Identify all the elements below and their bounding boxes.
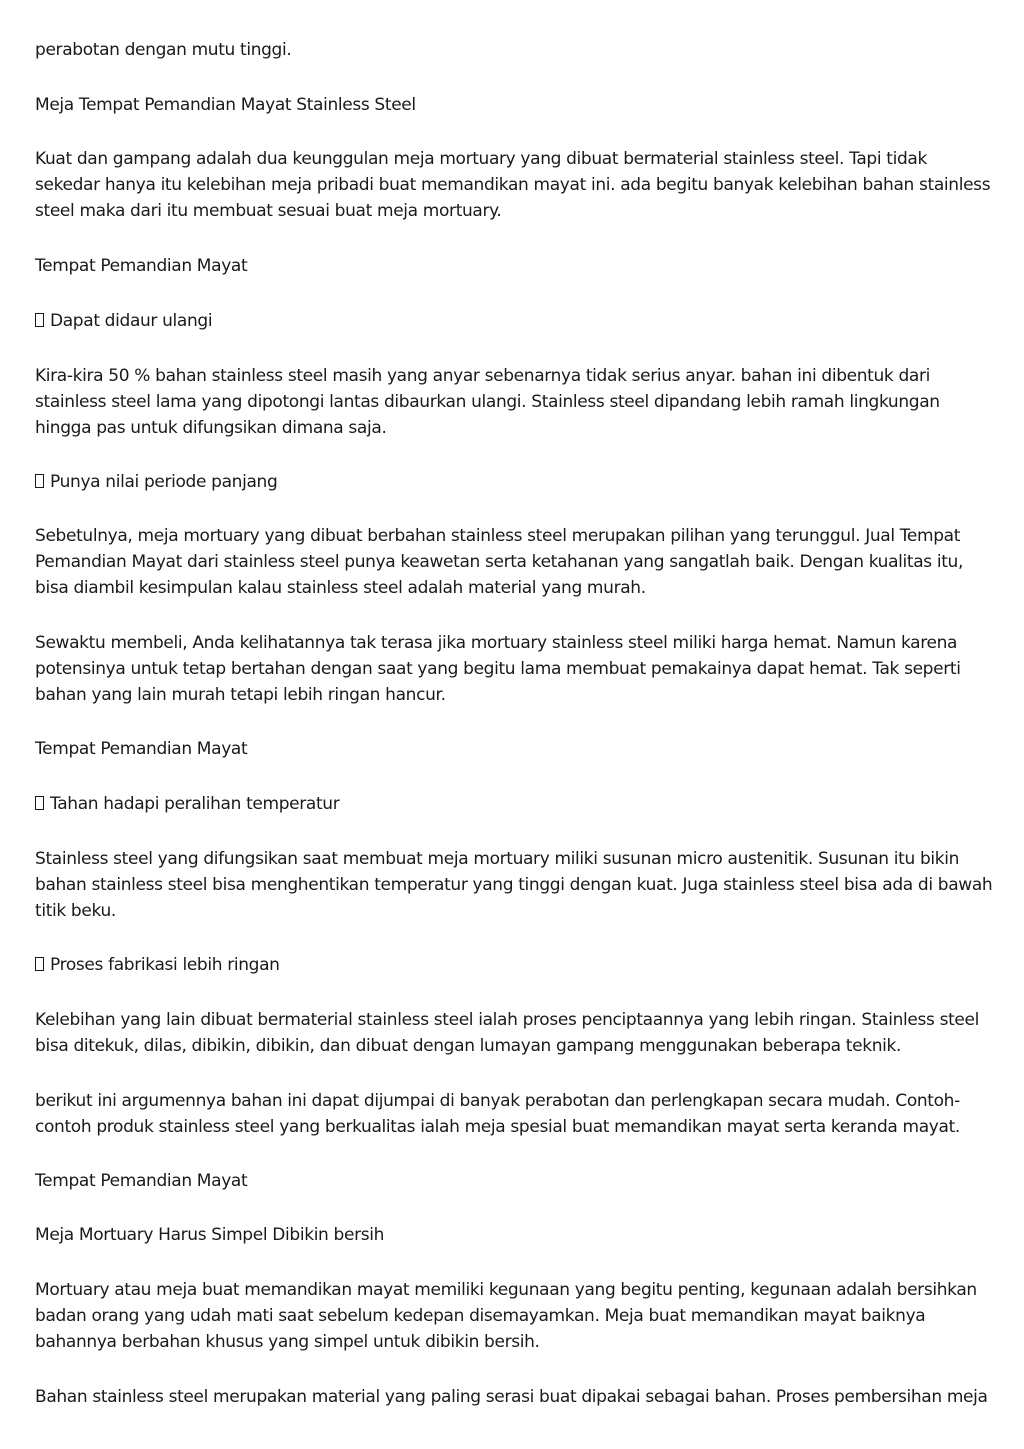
paragraph: Kira-kira 50 % bahan stainless steel masih yang anyar sebenarnya tidak serius anyar. bahan ini dibentuk dari stainless steel lama yang dipotongi lantas dibaurkan ulangi. Stainless steel dipandang lebih ramah lingkungan hingga pas untuk difungsikan dimana saja.	[35, 366, 940, 438]
missing-glyph-box-icon	[35, 474, 44, 488]
paragraph-heading: Tempat Pemandian Mayat	[35, 739, 248, 759]
paragraph: Kuat dan gampang adalah dua keunggulan meja mortuary yang dibuat bermaterial stainless steel. Tapi tidak sekedar hanya itu kelebihan meja pribadi buat memandikan mayat ini. ada begitu banyak kelebihan bahan stainless steel maka dari itu membuat sesuai buat meja mortuary.	[35, 149, 991, 221]
bullet-text: Punya nilai periode panjang	[50, 472, 278, 492]
paragraph: Mortuary atau meja buat memandikan mayat memiliki kegunaan yang begitu penting, kegunaan adalah bersihkan badan orang yang udah mati saat sebelum kedepan disemayamkan. Meja buat memandikan mayat baiknya bahannya berbahan khusus yang simpel untuk dibikin bersih.	[35, 1280, 977, 1352]
bullet-item	[35, 952, 995, 978]
bullet-item	[35, 308, 995, 334]
paragraph: Stainless steel yang difungsikan saat membuat meja mortuary miliki susunan micro austenitik. Susunan itu bikin bahan stainless steel bisa menghentikan temperatur yang tinggi dengan kuat. Juga stainless steel bisa ada di bawah titik beku.	[35, 849, 993, 921]
paragraph-heading: Tempat Pemandian Mayat	[35, 1171, 248, 1191]
missing-glyph-box-icon	[35, 796, 44, 810]
bullet-item	[35, 791, 995, 817]
missing-glyph-box-icon	[35, 313, 44, 327]
paragraph-heading: Tempat Pemandian Mayat	[35, 256, 248, 276]
paragraph: Sewaktu membeli, Anda kelihatannya tak terasa jika mortuary stainless steel miliki harga hemat. Namun karena potensinya untuk tetap bertahan dengan saat yang begitu lama membuat pemakainya dapat hemat. Tak seperti bahan yang lain murah tetapi lebih ringan hancur.	[35, 633, 961, 705]
bullet-item	[35, 469, 995, 495]
bullet-text: Proses fabrikasi lebih ringan	[50, 955, 280, 975]
paragraph: berikut ini argumennya bahan ini dapat dijumpai di banyak perabotan dan perlengkapan secara mudah. Contoh-contoh produk stainless steel yang berkualitas ialah meja spesial buat memandikan mayat serta keranda mayat.	[35, 1091, 960, 1137]
bullet-text: Tahan hadapi peralihan temperatur	[50, 794, 340, 814]
paragraph: perabotan dengan mutu tinggi.	[35, 40, 292, 60]
bullet-text: Dapat didaur ulangi	[50, 311, 213, 331]
missing-glyph-box-icon	[35, 957, 44, 971]
paragraph-heading: Meja Mortuary Harus Simpel Dibikin bersih	[35, 1225, 385, 1245]
paragraph-heading: Meja Tempat Pemandian Mayat Stainless Steel	[35, 95, 416, 115]
paragraph: Bahan stainless steel merupakan material yang paling serasi buat dipakai sebagai bahan. Proses pembersihan meja	[35, 1387, 988, 1407]
paragraph: Sebetulnya, meja mortuary yang dibuat berbahan stainless steel merupakan pilihan yang terunggul. Jual Tempat Pemandian Mayat dari stainless steel punya keawetan serta ketahanan yang sangatlah baik. Dengan kualitas itu, bisa diambil kesimpulan kalau stainless steel adalah material yang murah.	[35, 526, 964, 598]
paragraph: Kelebihan yang lain dibuat bermaterial stainless steel ialah proses penciptaannya yang lebih ringan. Stainless steel bisa ditekuk, dilas, dibikin, dibikin, dan dibuat dengan lumayan gampang menggunakan beberapa teknik.	[35, 1010, 979, 1056]
